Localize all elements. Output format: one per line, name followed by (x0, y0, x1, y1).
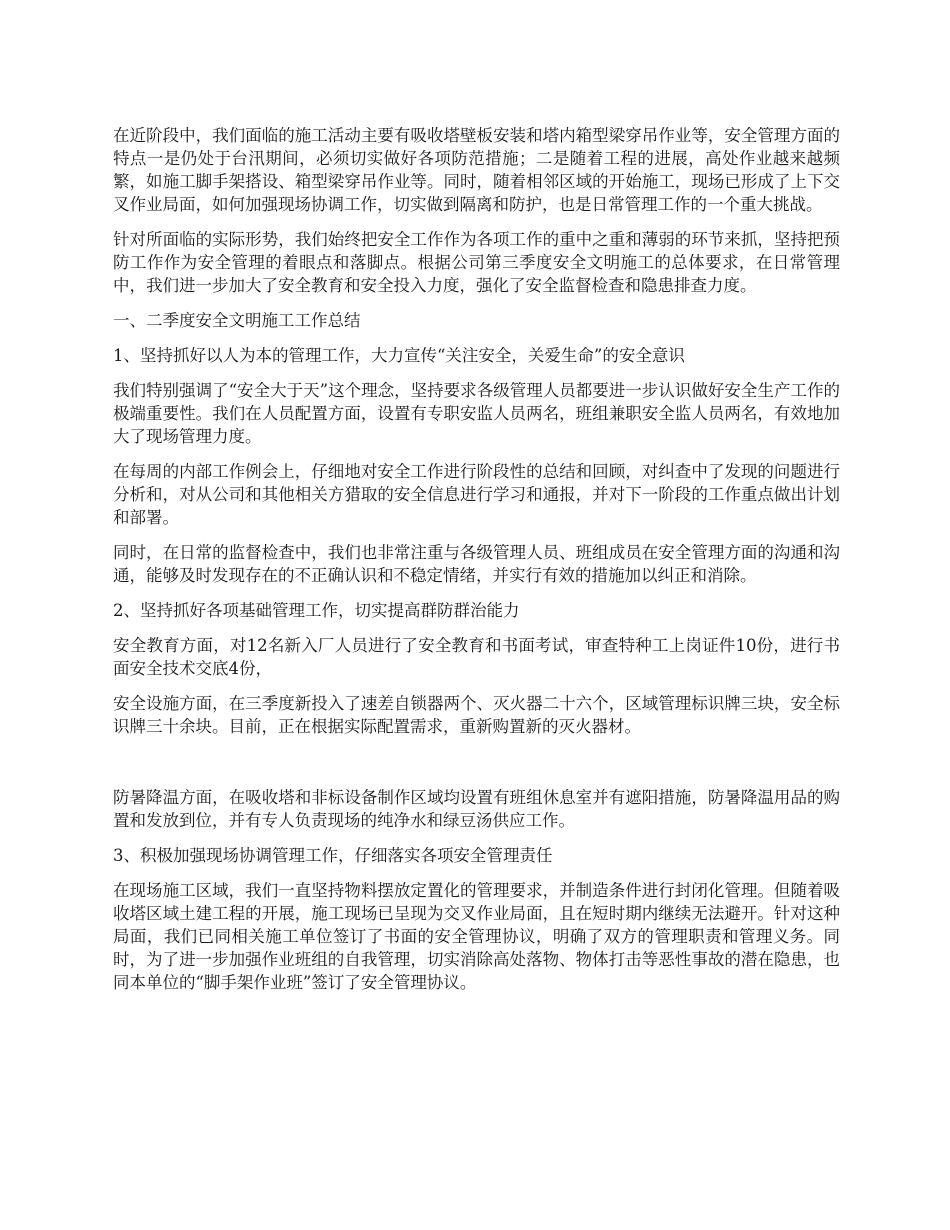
context-paragraph: 针对所面临的实际形势，我们始终把安全工作作为各项工作的重中之重和薄弱的环节来抓，坚持把预防工作作为安全管理的着眼点和落脚点。根据公司第三季度安全文明施工的总体要求，在日常管理中，我们进一步加大了安全教育和安全投入力度，强化了安全监督检查和隐患排查力度。 (113, 230, 840, 295)
body-paragraph: 在每周的内部工作例会上，仔细地对安全工作进行阶段性的总结和回顾，对纠查中了发现的问题进行分析和，对从公司和其他相关方猎取的安全信息进行学习和通报，并对下一阶段的工作重点做出计划和部署。 (113, 462, 840, 527)
subsection-heading-2: 2、坚持抓好各项基础管理工作，切实提高群防群治能力 (113, 601, 520, 620)
section-heading: 一、二季度安全文明施工工作总结 (113, 311, 361, 330)
subsection-heading-3: 3、积极加强现场协调管理工作，仔细落实各项安全管理责任 (113, 846, 553, 865)
body-paragraph: 在现场施工区域，我们一直坚持物料摆放定置化的管理要求，并制造条件进行封闭化管理。但随着吸收塔区域土建工程的开展，施工现场已呈现为交叉作业局面，且在短时期内继续无法避开。针对这种局面，我们已同相关施工单位签订了书面的安全管理协议，明确了双方的管理职责和管理义务。同时，为了进一步加强作业班组的自我管理，切实消除高处落物、物体打击等恶性事故的潜在隐患，也同本单位的“脚手架作业班”签订了安全管理协议。 (113, 881, 840, 992)
body-paragraph: 我们特别强调了“安全大于天”这个理念，坚持要求各级管理人员都要进一步认识做好安全生产工作的极端重要性。我们在人员配置方面，设置有专职安监人员两名，班组兼职安全监人员两名，有效地加大了现场管理力度。 (113, 381, 840, 446)
body-paragraph: 安全设施方面，在三季度新投入了速差自锁器两个、灭火器二十六个，区域管理标识牌三块，安全标识牌三十余块。目前，正在根据实际配置需求，重新购置新的灭火器材。 (113, 694, 840, 736)
subsection-heading-1: 1、坚持抓好以人为本的管理工作，大力宣传“关注安全，关爱生命”的安全意识 (113, 346, 685, 365)
body-paragraph: 同时，在日常的监督检查中，我们也非常注重与各级管理人员、班组成员在安全管理方面的沟通和沟通，能够及时发现存在的不正确认识和不稳定情绪，并实行有效的措施加以纠正和消除。 (113, 543, 840, 585)
body-paragraph: 防暑降温方面，在吸收塔和非标设备制作区域均设置有班组休息室并有遮阳措施，防暑降温用品的购置和发放到位，并有专人负责现场的纯净水和绿豆汤供应工作。 (113, 788, 840, 830)
intro-paragraph: 在近阶段中，我们面临的施工活动主要有吸收塔壁板安装和塔内箱型梁穿吊作业等，安全管理方面的特点一是仍处于台汛期间，必须切实做好各项防范措施；二是随着工程的进展，高处作业越来越频繁，如施工脚手架搭设、箱型梁穿吊作业等。同时，随着相邻区域的开始施工，现场已形成了上下交叉作业局面，如何加强现场协调工作，切实做到隔离和防护，也是日常管理工作的一个重大挑战。 (113, 126, 840, 214)
document-body (113, 124, 840, 1006)
body-paragraph: 安全教育方面，对12名新入厂人员进行了安全教育和书面考试，审查特种工上岗证件10份，进行书面安全技术交底4份， (113, 636, 840, 678)
blank-spacer (113, 750, 840, 786)
